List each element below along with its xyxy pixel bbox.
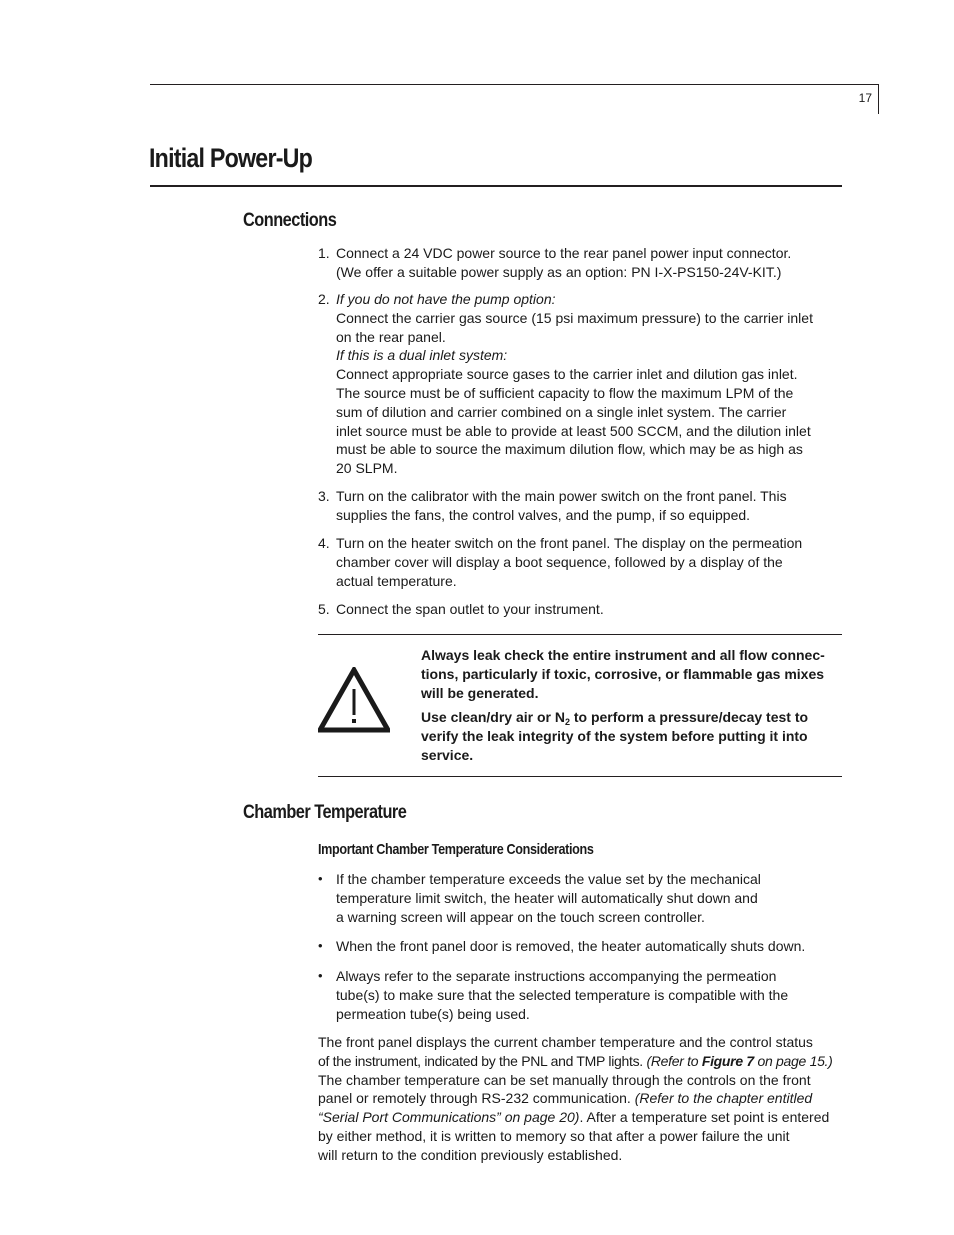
- text-fragment: Use clean/dry air or N: [421, 709, 565, 726]
- step-1-text: [336, 244, 842, 282]
- text-line: on the rear panel.: [336, 328, 446, 345]
- chapter-reference: “Serial Port Communications” on page 20): [318, 1109, 580, 1126]
- text-line: The chamber temperature can be set manually through the controls on the front: [318, 1071, 811, 1088]
- text-fragment: . After a temperature set point is entered: [579, 1109, 830, 1126]
- page-number: 17: [858, 91, 872, 105]
- bullet-item: [336, 937, 842, 956]
- warning-bottom-rule: [318, 776, 842, 777]
- connections-heading: Connections: [243, 210, 337, 231]
- text-line: tions, particularly if toxic, corrosive, or flammable gas mixes: [421, 665, 825, 682]
- text-line: Turn on the heater switch on the front panel. The display on the permeation: [336, 535, 803, 551]
- text-line: permeation tube(s) being used.: [336, 1005, 530, 1022]
- subscript: 2: [564, 717, 570, 728]
- warning-top-rule: [318, 634, 842, 635]
- figure-reference: Figure 7: [701, 1052, 754, 1069]
- text-line: Connect appropriate source gases to the carrier inlet and dilution gas inlet.: [336, 366, 798, 383]
- text-line: must be able to source the maximum dilution flow, which may be as high as: [336, 441, 803, 458]
- text-line: temperature limit switch, the heater will automatically shut down and: [336, 889, 758, 906]
- chamber-heading: Chamber Temperature: [243, 802, 407, 823]
- text-line: When the front panel door is removed, the heater automatically shuts down.: [336, 938, 806, 954]
- text-line: will return to the condition previously established.: [318, 1146, 623, 1163]
- text-line: Connect a 24 VDC power source to the rear panel power input connector.: [336, 245, 792, 261]
- bullet-icon: •: [318, 938, 323, 953]
- text-line: Connect the carrier gas source (15 psi maximum pressure) to the carrier inlet: [336, 309, 813, 326]
- text-line: supplies the fans, the control valves, and the pump, if so equipped.: [336, 506, 751, 523]
- bullet-icon: •: [318, 871, 323, 886]
- step-number: 3.: [318, 488, 330, 504]
- text-line: tube(s) to make sure that the selected temperature is compatible with the: [336, 986, 789, 1003]
- text-line: Connect the span outlet to your instrument.: [336, 601, 604, 617]
- bullet-item: [336, 967, 842, 1023]
- bullet-item: [336, 870, 842, 926]
- text-fragment: to perform a pressure/decay test to: [569, 709, 809, 726]
- text-line: will be generated.: [421, 684, 539, 701]
- text-line: Turn on the calibrator with the main power switch on the front panel. This: [336, 488, 787, 504]
- text-line: 20 SLPM.: [336, 460, 398, 477]
- header-tick: [878, 84, 879, 114]
- text-line: Always leak check the entire instrument and all flow connec-: [421, 647, 825, 663]
- text-line: inlet source must be able to provide at least 500 SCCM, and the dilution inlet: [336, 422, 811, 439]
- text-line: [318, 1089, 844, 1108]
- warning-text: [421, 646, 842, 765]
- step-number: 2.: [318, 291, 330, 307]
- text-fragment: (Refer to the chapter entitled: [634, 1090, 813, 1107]
- closing-paragraph: [318, 1033, 844, 1165]
- text-line: [318, 1052, 844, 1071]
- option-label: If you do not have the pump option:: [336, 291, 556, 307]
- step-3-text: [336, 487, 842, 525]
- text-line: The front panel displays the current chamber temperature and the control status: [318, 1034, 813, 1050]
- text-line: sum of dilution and carrier combined on a single inlet system. The carrier: [336, 403, 787, 420]
- warning-triangle-icon: [318, 667, 390, 733]
- text-fragment: (Refer to: [646, 1052, 702, 1069]
- text-fragment: on page 15.): [753, 1052, 833, 1069]
- text-line: Always refer to the separate instructions accompanying the permeation: [336, 968, 777, 984]
- step-number: 4.: [318, 535, 330, 551]
- step-number: 5.: [318, 601, 330, 617]
- text-line: The source must be of sufficient capacity to flow the maximum LPM of the: [336, 384, 794, 401]
- text-line: chamber cover will display a boot sequence, followed by a display of the: [336, 553, 783, 570]
- text-fragment: of the instrument, indicated by the PNL and TMP lights.: [318, 1052, 647, 1069]
- bullet-icon: •: [318, 968, 323, 983]
- text-line: (We offer a suitable power supply as an option: PN I-X-PS150-24V-KIT.): [336, 263, 782, 280]
- text-line: [421, 708, 842, 727]
- text-fragment: panel or remotely through RS-232 communication.: [318, 1090, 635, 1107]
- text-line: a warning screen will appear on the touch screen controller.: [336, 908, 705, 925]
- title-rule: [150, 185, 842, 187]
- step-2-text: [336, 290, 842, 478]
- step-5-text: [336, 600, 842, 619]
- text-line: actual temperature.: [336, 572, 457, 589]
- considerations-subheading: Important Chamber Temperature Considerations: [318, 841, 594, 858]
- text-line: [318, 1108, 844, 1127]
- text-line: verify the leak integrity of the system before putting it into: [421, 728, 808, 745]
- page-title: Initial Power-Up: [149, 143, 313, 173]
- text-line: by either method, it is written to memory so that after a power failure the unit: [318, 1127, 790, 1144]
- text-line: service.: [421, 746, 474, 763]
- step-number: 1.: [318, 245, 330, 261]
- header-rule: [150, 84, 879, 85]
- step-4-text: [336, 534, 842, 590]
- text-line: If the chamber temperature exceeds the value set by the mechanical: [336, 871, 761, 887]
- option-label: If this is a dual inlet system:: [336, 347, 508, 364]
